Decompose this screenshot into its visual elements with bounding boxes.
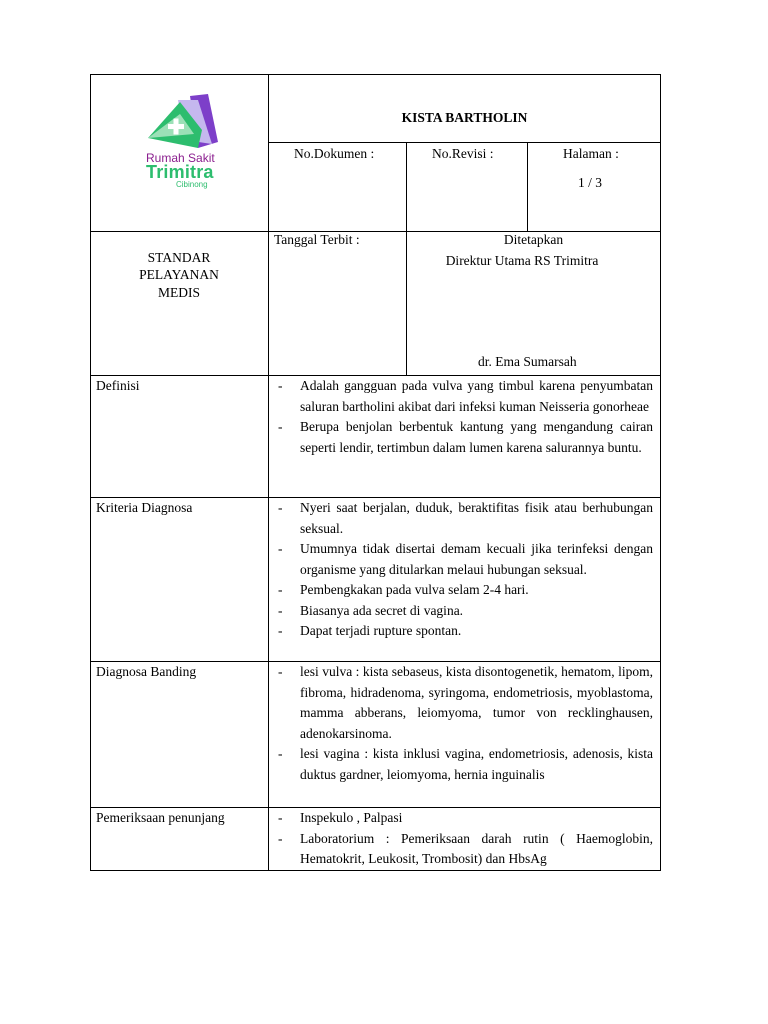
definisi-list	[278, 376, 653, 458]
section-label-diagnosa-banding: Diagnosa Banding	[96, 664, 197, 679]
tanggal-terbit-label: Tanggal Terbit :	[274, 232, 360, 247]
info-divider-2	[527, 142, 528, 231]
bullet-dash: -	[278, 582, 283, 597]
section-label-kriteria: Kriteria Diagnosa	[96, 500, 193, 515]
list-item: - Inspekulo , Palpasi	[278, 808, 653, 829]
bullet-dash: -	[278, 541, 283, 556]
logo-line-2: Trimitra	[146, 162, 214, 182]
list-item: - Dapat terjadi rupture spontan.	[278, 621, 653, 642]
direktur-label: Direktur Utama RS Trimitra	[445, 253, 599, 268]
list-item: - lesi vulva : kista sebaseus, kista disontogenetik, hematom, lipom, fibroma, hidradenoma, syringoma, endometriosis, myoblastoma, mamma abberans, leiomyoma, tumor von recklinghausen, adenokarsinoma.	[278, 664, 653, 741]
list-item: - Adalah gangguan pada vulva yang timbul karena penyumbatan saluran bartholini akibat dari infeksi kuman Neisseria gonorheae	[278, 378, 653, 414]
list-item: - Pembengkakan pada vulva selam 2-4 hari.	[278, 580, 653, 601]
bullet-dash: -	[278, 830, 283, 846]
list-item: - Laboratorium : Pemeriksaan darah rutin ( Haemoglobin, Hematokrit, Leukosit, Trombosit) dan HbsAg	[278, 830, 653, 866]
section-label-pemeriksaan: Pemeriksaan penunjang	[96, 810, 225, 825]
diagnosa-banding-list	[278, 662, 653, 785]
standar-line-2: PELAYANAN	[139, 267, 219, 282]
standar-line-1: STANDAR	[147, 250, 211, 265]
hospital-logo-icon	[140, 94, 230, 154]
list-item: - Berupa benjolan berbentuk kantung yang mengandung cairan seperti lendir, tertimbun dalam lumen karena salurannya buntu.	[278, 419, 653, 455]
section-label-definisi: Definisi	[96, 378, 140, 393]
logo-line-3: Cibinong	[176, 180, 208, 189]
ditetapkan-label: Ditetapkan	[503, 232, 564, 247]
document-title: KISTA BARTHOLIN	[401, 110, 528, 125]
pemeriksaan-list	[278, 808, 653, 870]
bullet-dash: -	[278, 378, 283, 393]
bullet-dash: -	[278, 419, 283, 434]
bullet-dash: -	[278, 810, 283, 825]
title-divider	[268, 142, 661, 143]
bullet-dash: -	[278, 500, 283, 515]
no-revisi-label: No.Revisi :	[432, 146, 494, 161]
signer-name: dr. Ema Sumarsah	[478, 354, 577, 369]
bullet-dash: -	[278, 664, 283, 679]
halaman-value: 1 / 3	[578, 175, 603, 190]
column-divider	[268, 74, 269, 871]
kriteria-list	[278, 498, 653, 642]
bullet-dash: -	[278, 623, 283, 638]
list-item: - lesi vagina : kista inklusi vagina, endometriosis, adenosis, kista duktus gardner, leiomyoma, hernia inguinalis	[278, 746, 653, 782]
bullet-dash: -	[278, 746, 283, 761]
list-item: - Biasanya ada secret di vagina.	[278, 601, 653, 622]
logo-line-1: Rumah Sakit	[146, 151, 215, 165]
list-item: - Umumnya tidak disertai demam kecuali jika terinfeksi dengan organisme yang ditularkan melaui hubungan seksual.	[278, 541, 653, 577]
list-item: - Nyeri saat berjalan, duduk, beraktifitas fisik atau berhubungan seksual.	[278, 500, 653, 536]
no-dokumen-label: No.Dokumen :	[294, 146, 375, 161]
standar-line-3: MEDIS	[157, 285, 200, 300]
halaman-label: Halaman :	[563, 146, 619, 161]
info-divider-1	[406, 142, 407, 231]
bullet-dash: -	[278, 602, 283, 618]
